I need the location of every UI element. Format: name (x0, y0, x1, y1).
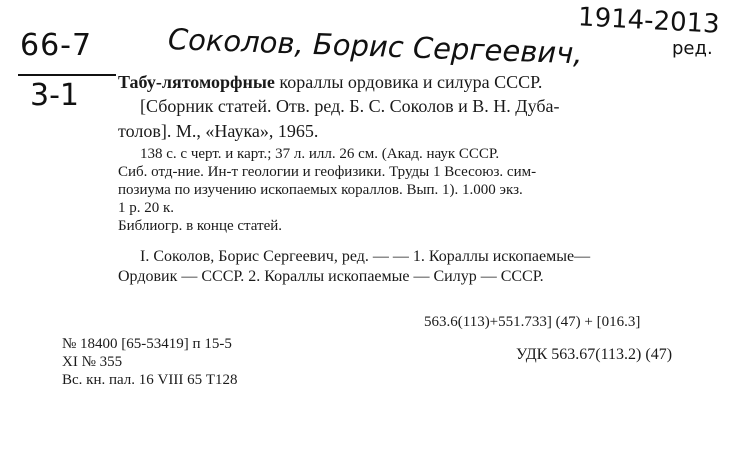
tracing-line-2: Ордовик — СССР. 2. Кораллы ископаемые — Силур — СССР. (118, 268, 544, 285)
desc-line-3: позиума по изучению ископаемых кораллов. Вып. 1). 1.000 экз. (118, 182, 523, 198)
number-line: № 18400 [65-53419] п 15-5 (62, 336, 232, 352)
desc-line-1: 138 с. с черт. и карт.; 37 л. илл. 26 см. (Акад. наук СССР. (140, 146, 500, 162)
tracing-line-1: I. Соколов, Борис Сергеевич, ред. — — 1. Кораллы ископаемые— (140, 248, 591, 265)
udk-line: УДК 563.67(113.2) (47) (516, 346, 673, 363)
desc-line-2: Сиб. отд-ние. Ин-т геологии и геофизики. Труды 1 Всесоюз. сим- (118, 164, 537, 180)
author-years: 1914-2013 (577, 2, 721, 40)
desc-line-5: Библиогр. в конце статей. (118, 218, 283, 234)
entry-line-3: толов]. М., «Наука», 1965. (118, 121, 319, 141)
title-bold: Табу-лятоморфные (118, 72, 275, 92)
xi-line: XI № 355 (62, 354, 123, 370)
shelfmark-bottom: 3-1 (30, 78, 79, 113)
author-heading: Соколов, Борис Сергеевич, (167, 22, 584, 71)
title-line (118, 72, 542, 93)
date-line: Вс. кн. пал. 16 VIII 65 Т128 (62, 372, 238, 388)
classification-line: 563.6(113)+551.733] (47) + [016.3] (424, 314, 641, 330)
entry-line-2: [Сборник статей. Отв. ред. Б. С. Соколов и В. Н. Дуба- (140, 96, 560, 116)
desc-line-4: 1 р. 20 к. (118, 200, 175, 216)
shelfmark-divider (18, 74, 116, 76)
title-rest: кораллы ордовика и силура СССР. (274, 72, 543, 92)
author-role: ред. (672, 38, 713, 59)
shelfmark-top: 66-7 (20, 28, 93, 63)
